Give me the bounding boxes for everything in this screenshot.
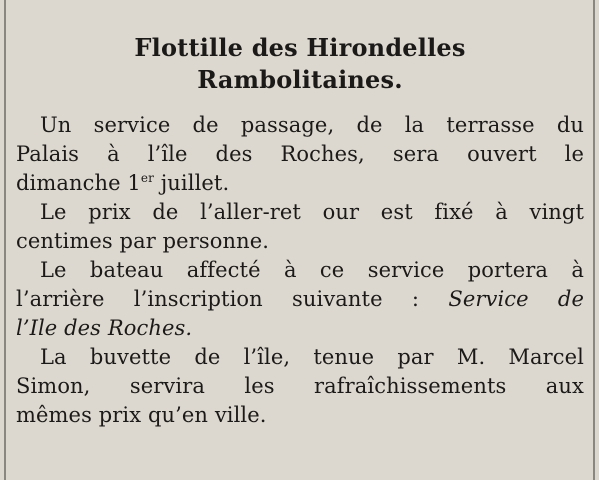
title-line-2: Rambolitaines. <box>197 65 403 94</box>
paragraph-4 <box>16 343 584 430</box>
paragraph-1-line-3: dimanche 1er juillet. <box>16 171 230 195</box>
paragraph-3-line-2: l’arrière l’inscription suivante : Service de <box>16 287 584 311</box>
paragraph-1-line-1: Un service de passage, de la terrasse du <box>40 113 584 137</box>
title-line-1: Flottille des Hirondelles <box>134 33 466 62</box>
paragraph-4-line-2: Simon, servira les rafraîchissements aux <box>16 374 584 398</box>
paragraph-2-line-1: Le prix de l’aller-ret our est fixé à vingt <box>40 200 584 224</box>
paragraph-2 <box>16 198 584 256</box>
paragraph-3 <box>16 256 584 343</box>
article-title <box>16 32 584 96</box>
paragraph-1 <box>16 111 584 198</box>
right-border-rule <box>593 0 595 480</box>
article <box>16 32 584 430</box>
paragraph-4-line-3: mêmes prix qu’en ville. <box>16 403 267 427</box>
ordinal-superscript: er <box>140 171 154 185</box>
inscription-text: Service de <box>448 287 584 311</box>
paragraph-2-line-2: centimes par personne. <box>16 229 270 253</box>
paragraph-1-line-2: Palais à l’île des Roches, sera ouvert le <box>16 142 584 166</box>
left-border-rule <box>4 0 6 480</box>
paragraph-4-line-1: La buvette de l’île, tenue par M. Marcel <box>40 345 584 369</box>
paragraph-3-line-3: l’Ile des Roches. <box>16 316 193 340</box>
paragraph-3-line-1: Le bateau affecté à ce service portera à <box>40 258 584 282</box>
